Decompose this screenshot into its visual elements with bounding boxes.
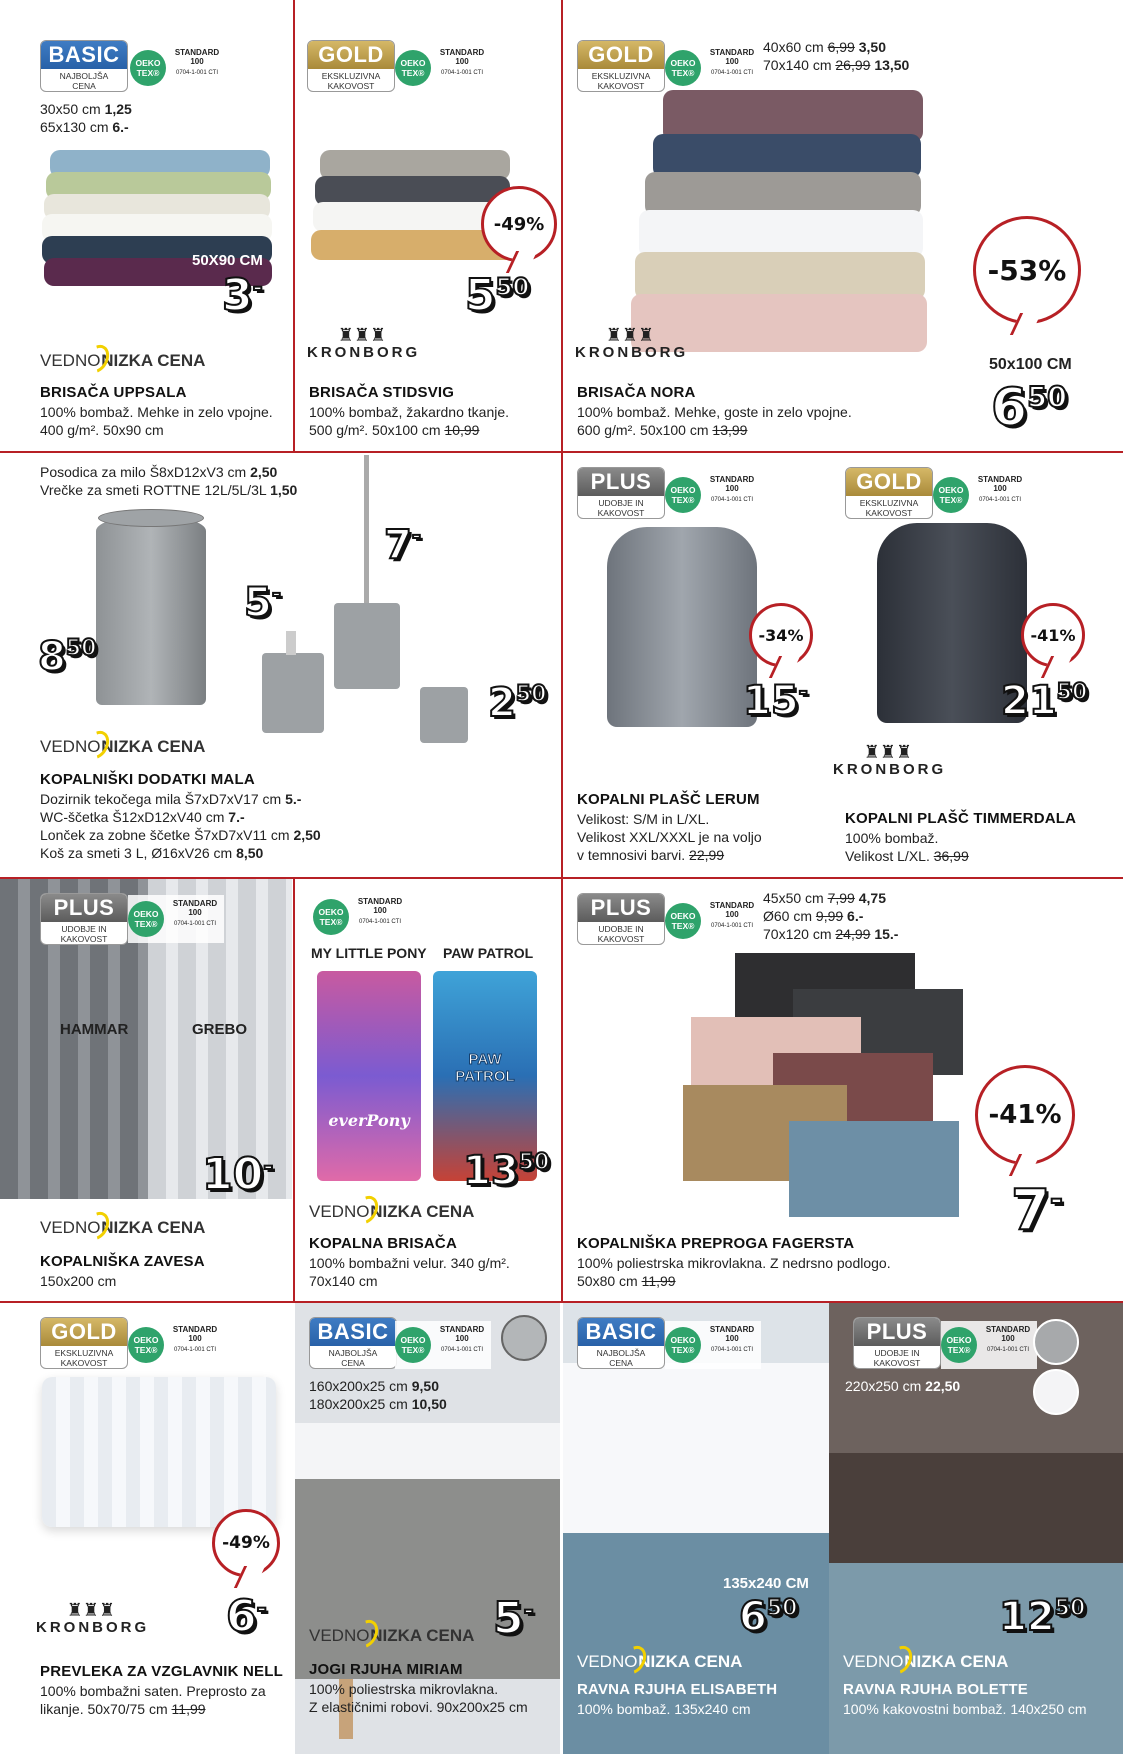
product-miriam[interactable] (295, 1303, 560, 1754)
basic-badge: BASIC NAJBOLJŠA CENA (577, 1317, 665, 1369)
product-nora[interactable] (563, 0, 1123, 450)
product-bolette[interactable] (829, 1303, 1123, 1754)
vedno-nizka-cena-logo: VEDNO NIZKA CENA (40, 730, 205, 757)
oeko-tex-logo: OEKO TEX® STANDARD 100 0704-1-001 CTI (933, 471, 1029, 519)
product-title: KOPALNIŠKA ZAVESA (40, 1253, 205, 1270)
price-tag-dispenser: 5- (244, 580, 281, 626)
price-tag-bin: $8^{50}$ (38, 634, 97, 680)
product-desc: 100% poliestrska mikrovlakna. Z nedrsno podlogo. 50x80 cm 11,99 (577, 1255, 891, 1289)
product-title: BRISAČA STIDSVIG (309, 384, 455, 401)
product-desc: 100% bombaž. Mehke, goste in zelo vpojne. 600 g/m². 50x100 cm 13,99 (577, 404, 852, 438)
price-tag: $12^{50}$ (999, 1594, 1086, 1640)
price-tag: 10- (202, 1149, 274, 1200)
kronborg-logo: ♜♜♜ KRONBORG (307, 325, 421, 361)
oeko-tex-logo: OEKO TEX® STANDARD 100 0704-1-001 CTI (665, 44, 761, 92)
price-list: 40x60 cm 6,99 3,50 70x140 cm 26,99 13,50 (763, 39, 910, 73)
product-title: KOPALNA BRISAČA (309, 1235, 457, 1252)
product-desc: 100% kakovostni bombaž. 140x250 cm (843, 1701, 1087, 1717)
product-desc: 100% bombaž. Velikost L/XL. 36,99 (845, 830, 969, 864)
product-title: JOGI RJUHA MIRIAM (309, 1661, 463, 1678)
product-desc: Velikost: S/M in L/XL. Velikost XXL/XXXL je na voljo v temnosivi barvi. 22,99 (577, 811, 762, 863)
gold-badge: GOLD EKSKLUZIVNA KAKOVOST (40, 1317, 128, 1369)
product-zavesa[interactable] (0, 879, 292, 1300)
product-desc: 100% bombažni velur. 340 g/m². 70x140 cm (309, 1255, 510, 1289)
curtain-label-grebo: GREBO (192, 1021, 248, 1038)
oeko-tex-logo: OEKO TEX® STANDARD 100 0704-1-001 CTI (128, 895, 224, 943)
price-tag: $5^{50}$ (465, 270, 530, 321)
product-desc: 100% poliestrska mikrovlakna. Z elastičnimi robovi. 90x200x25 cm (309, 1681, 528, 1715)
product-title: KOPALNIŠKA PREPROGA FAGERSTA (577, 1235, 855, 1252)
vedno-nizka-cena-logo: VEDNO NIZKA CENA (40, 344, 205, 371)
price-tag: $13^{50}$ (463, 1148, 550, 1194)
oeko-tex-logo: OEKO TEX® STANDARD 100 0704-1-001 CTI (128, 1321, 224, 1369)
oeko-tex-logo: OEKO TEX® STANDARD 100 0704-1-001 CTI (665, 471, 761, 519)
plus-badge: PLUS UDOBJE IN KAKOVOST (853, 1317, 941, 1369)
product-timmerdala[interactable] (833, 453, 1123, 876)
vedno-nizka-cena-logo: VEDNO NIZKA CENA (309, 1195, 474, 1222)
product-stidsvig[interactable] (295, 0, 560, 450)
product-title: BRISAČA NORA (577, 384, 696, 401)
price-list: Posodica za milo Š8xD12xV3 cm 2,50 Vrečke za smeti ROTTNE 12L/5L/3L 1,50 (40, 464, 298, 498)
price-tag-cup: $2^{50}$ (488, 680, 547, 726)
price-tag: 7- (1011, 1178, 1063, 1243)
product-desc: 100% bombaž, žakardno tkanje. 500 g/m². 50x100 cm 10,99 (309, 404, 510, 438)
vedno-nizka-cena-logo: VEDNO NIZKA CENA (309, 1619, 474, 1646)
bathrobe-image (607, 527, 757, 727)
price-list: 45x50 cm 7,99 4,75 Ø60 cm 9,99 6.- 70x120 cm 24,99 15.- (763, 890, 899, 942)
product-title: BRISAČA UPPSALA (40, 384, 187, 401)
plus-badge: PLUS UDOBJE IN KAKOVOST (577, 893, 665, 945)
product-title: RAVNA RJUHA BOLETTE (843, 1681, 1028, 1698)
kronborg-logo: ♜♜♜ KRONBORG (575, 325, 689, 361)
price-list: 30x50 cm 1,25 65x130 cm 6.- (40, 101, 132, 135)
oeko-tex-logo: OEKO TEX® STANDARD 100 0704-1-001 CTI (313, 893, 409, 941)
product-mala[interactable] (0, 453, 560, 876)
discount-bubble: -41% (1021, 603, 1085, 667)
color-swatch-gray[interactable] (501, 1315, 547, 1361)
product-kopalna-brisaca[interactable] (295, 879, 560, 1300)
label-my-little-pony: MY LITTLE PONY (311, 945, 427, 961)
product-title: PREVLEKA ZA VZGLAVNIK NELL (40, 1663, 283, 1680)
gold-badge: GOLD EKSKLUZIVNA KAKOVOST (307, 40, 395, 92)
vedno-nizka-cena-logo: VEDNO NIZKA CENA (40, 1211, 205, 1238)
oeko-tex-logo: OEKO TEX® STANDARD 100 0704-1-001 CTI (665, 897, 761, 945)
product-uppsala[interactable] (0, 0, 292, 450)
price-tag: $6^{50}$ (739, 1594, 798, 1640)
size-label: 135x240 CM (723, 1575, 809, 1592)
gold-badge: GOLD EKSKLUZIVNA KAKOVOST (577, 40, 665, 92)
plus-badge: PLUS UDOBJE IN KAKOVOST (577, 467, 665, 519)
product-desc: 100% bombaž. Mehke in zelo vpojne. 400 g/m². 50x90 cm (40, 404, 273, 438)
oeko-tex-logo: OEKO TEX® STANDARD 100 0704-1-001 CTI (941, 1321, 1037, 1369)
discount-bubble: -49% (481, 186, 557, 262)
product-nell[interactable] (0, 1303, 292, 1754)
product-title: KOPALNI PLAŠČ TIMMERDALA (845, 810, 1077, 827)
pony-art-text: everPony (328, 1111, 410, 1130)
color-swatch-white[interactable] (1033, 1369, 1079, 1415)
product-title: KOPALNI PLAŠČ LERUM (577, 791, 760, 808)
paw-art-text: PAW PATROL (455, 1051, 515, 1085)
product-desc: 100% bombaž. 135x240 cm (577, 1701, 751, 1717)
discount-bubble: -53% (973, 216, 1081, 324)
oeko-tex-logo: OEKO TEX® STANDARD 100 0704-1-001 CTI (395, 44, 491, 92)
product-title: KOPALNIŠKI DODATKI MALA (40, 771, 255, 788)
price-list: 160x200x25 cm 9,50 180x200x25 cm 10,50 (309, 1378, 447, 1412)
pillowcase-image (42, 1377, 276, 1527)
towel-my-little-pony-image (317, 971, 421, 1181)
price-tag: $21^{50}$ (1001, 678, 1088, 724)
discount-bubble: -34% (749, 603, 813, 667)
product-fagersta[interactable] (563, 879, 1123, 1300)
product-desc: 100% bombažni saten. Preprosto za likanje. 50x70/75 cm 11,99 (40, 1683, 266, 1717)
curtain-label-hammar: HAMMAR (60, 1021, 129, 1038)
price-tag-brush: 7- (384, 522, 421, 568)
color-swatch-gray[interactable] (1033, 1319, 1079, 1365)
discount-bubble: -49% (212, 1509, 280, 1577)
oeko-tex-logo: OEKO TEX® STANDARD 100 0704-1-001 CTI (130, 44, 226, 92)
price-tag: 3- (222, 270, 263, 321)
size-label: 50X90 CM (192, 252, 263, 269)
price-list: 220x250 cm 22,50 (845, 1378, 961, 1394)
product-title: RAVNA RJUHA ELISABETH (577, 1681, 778, 1698)
product-lerum[interactable] (563, 453, 833, 876)
gold-badge: GOLD EKSKLUZIVNA KAKOVOST (845, 467, 933, 519)
basic-badge: BASIC NAJBOLJŠA CENA (40, 40, 128, 92)
product-desc: Dozirnik tekočega mila Š7xD7xV17 cm 5.- WC-ščetka Š12xD12xV40 cm 7.- Lonček za zobne ščetke Š7xD7xV11 cm 2,50 Koš za smeti 3 L, Ø16xV26 cm 8,50 (40, 791, 321, 861)
vedno-nizka-cena-logo: VEDNO NIZKA CENA (843, 1645, 1008, 1672)
vedno-nizka-cena-logo: VEDNO NIZKA CENA (577, 1645, 742, 1672)
basic-badge: BASIC NAJBOLJŠA CENA (309, 1317, 397, 1369)
price-tag: 15- (743, 678, 808, 724)
plus-badge: PLUS UDOBJE IN KAKOVOST (40, 893, 128, 945)
label-paw-patrol: PAW PATROL (443, 945, 534, 961)
price-tag: $6^{50}$ (991, 378, 1067, 438)
kronborg-logo: ♜♜♜ KRONBORG (833, 742, 947, 778)
product-desc: 150x200 cm (40, 1273, 117, 1289)
price-tag: 6- (226, 1591, 267, 1642)
discount-bubble: -41% (975, 1065, 1075, 1165)
price-tag: 5- (493, 1593, 534, 1644)
kronborg-logo: ♜♜♜ KRONBORG (36, 1600, 150, 1636)
product-elisabeth[interactable] (563, 1303, 829, 1754)
size-label: 50x100 CM (989, 356, 1072, 373)
oeko-tex-logo: OEKO TEX® STANDARD 100 0704-1-001 CTI (665, 1321, 761, 1369)
oeko-tex-logo: OEKO TEX® STANDARD 100 0704-1-001 CTI (395, 1321, 491, 1369)
